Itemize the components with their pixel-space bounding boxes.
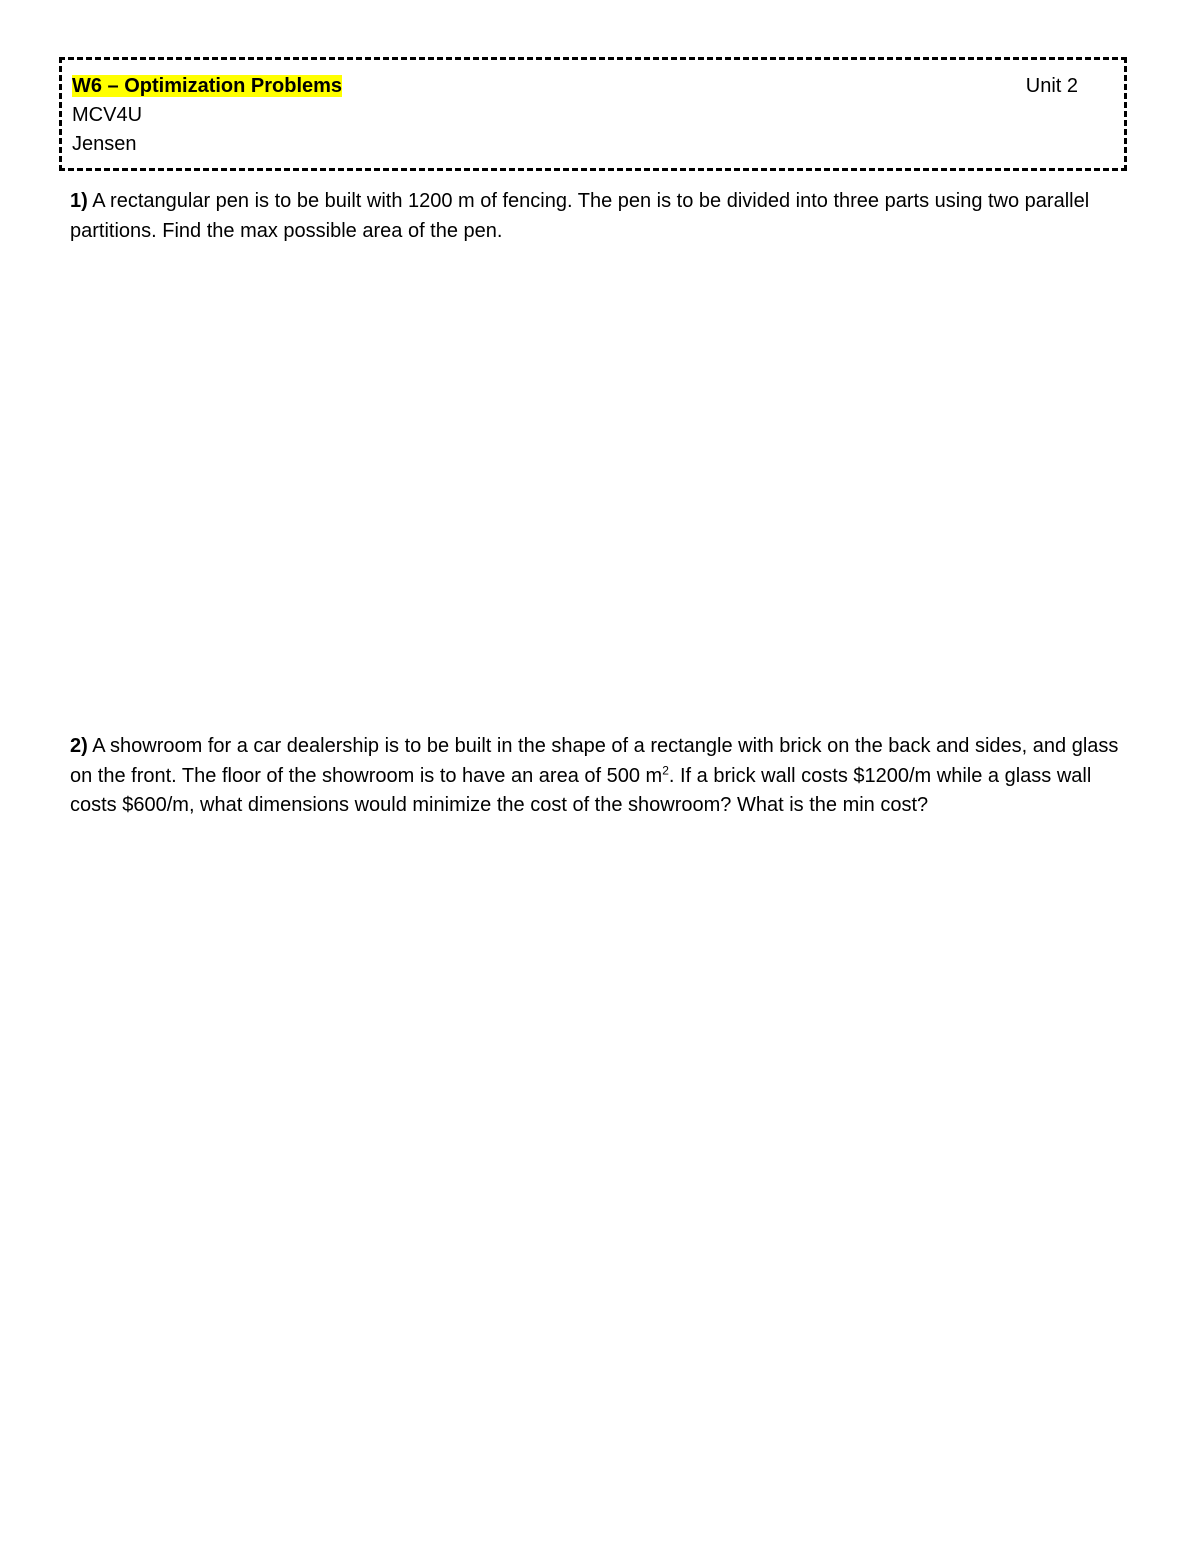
question-2-text-after: . If a brick wall costs $1200/m while a glass wall costs $600/m, what dimensions would minimize the cost of the showroom? What is the min cost? bbox=[70, 764, 1092, 816]
question-2-number: 2) bbox=[70, 735, 88, 757]
question-1-number: 1) bbox=[70, 190, 88, 212]
question-1-text: A rectangular pen is to be built with 1200 m of fencing. The pen is to be divided into three parts using two parallel partitions. Find the max possible area of the pen. bbox=[70, 190, 1090, 242]
worksheet-title bbox=[72, 74, 342, 98]
worksheet-header bbox=[59, 57, 1127, 171]
question-2-text-before: A showroom for a car dealership is to be built in the shape of a rectangle with brick on the back and sides, and glass on the front. The floor of the showroom is to have an area of 500 m bbox=[70, 735, 1119, 787]
teacher-name: Jensen bbox=[72, 133, 137, 155]
question-1 bbox=[70, 187, 1130, 246]
worksheet-title-highlight: W6 – Optimization Problems bbox=[72, 75, 343, 97]
question-2-superscript: 2 bbox=[662, 762, 669, 777]
question-2 bbox=[70, 732, 1130, 821]
unit-label: Unit 2 bbox=[1025, 75, 1078, 97]
course-code: MCV4U bbox=[72, 104, 143, 126]
